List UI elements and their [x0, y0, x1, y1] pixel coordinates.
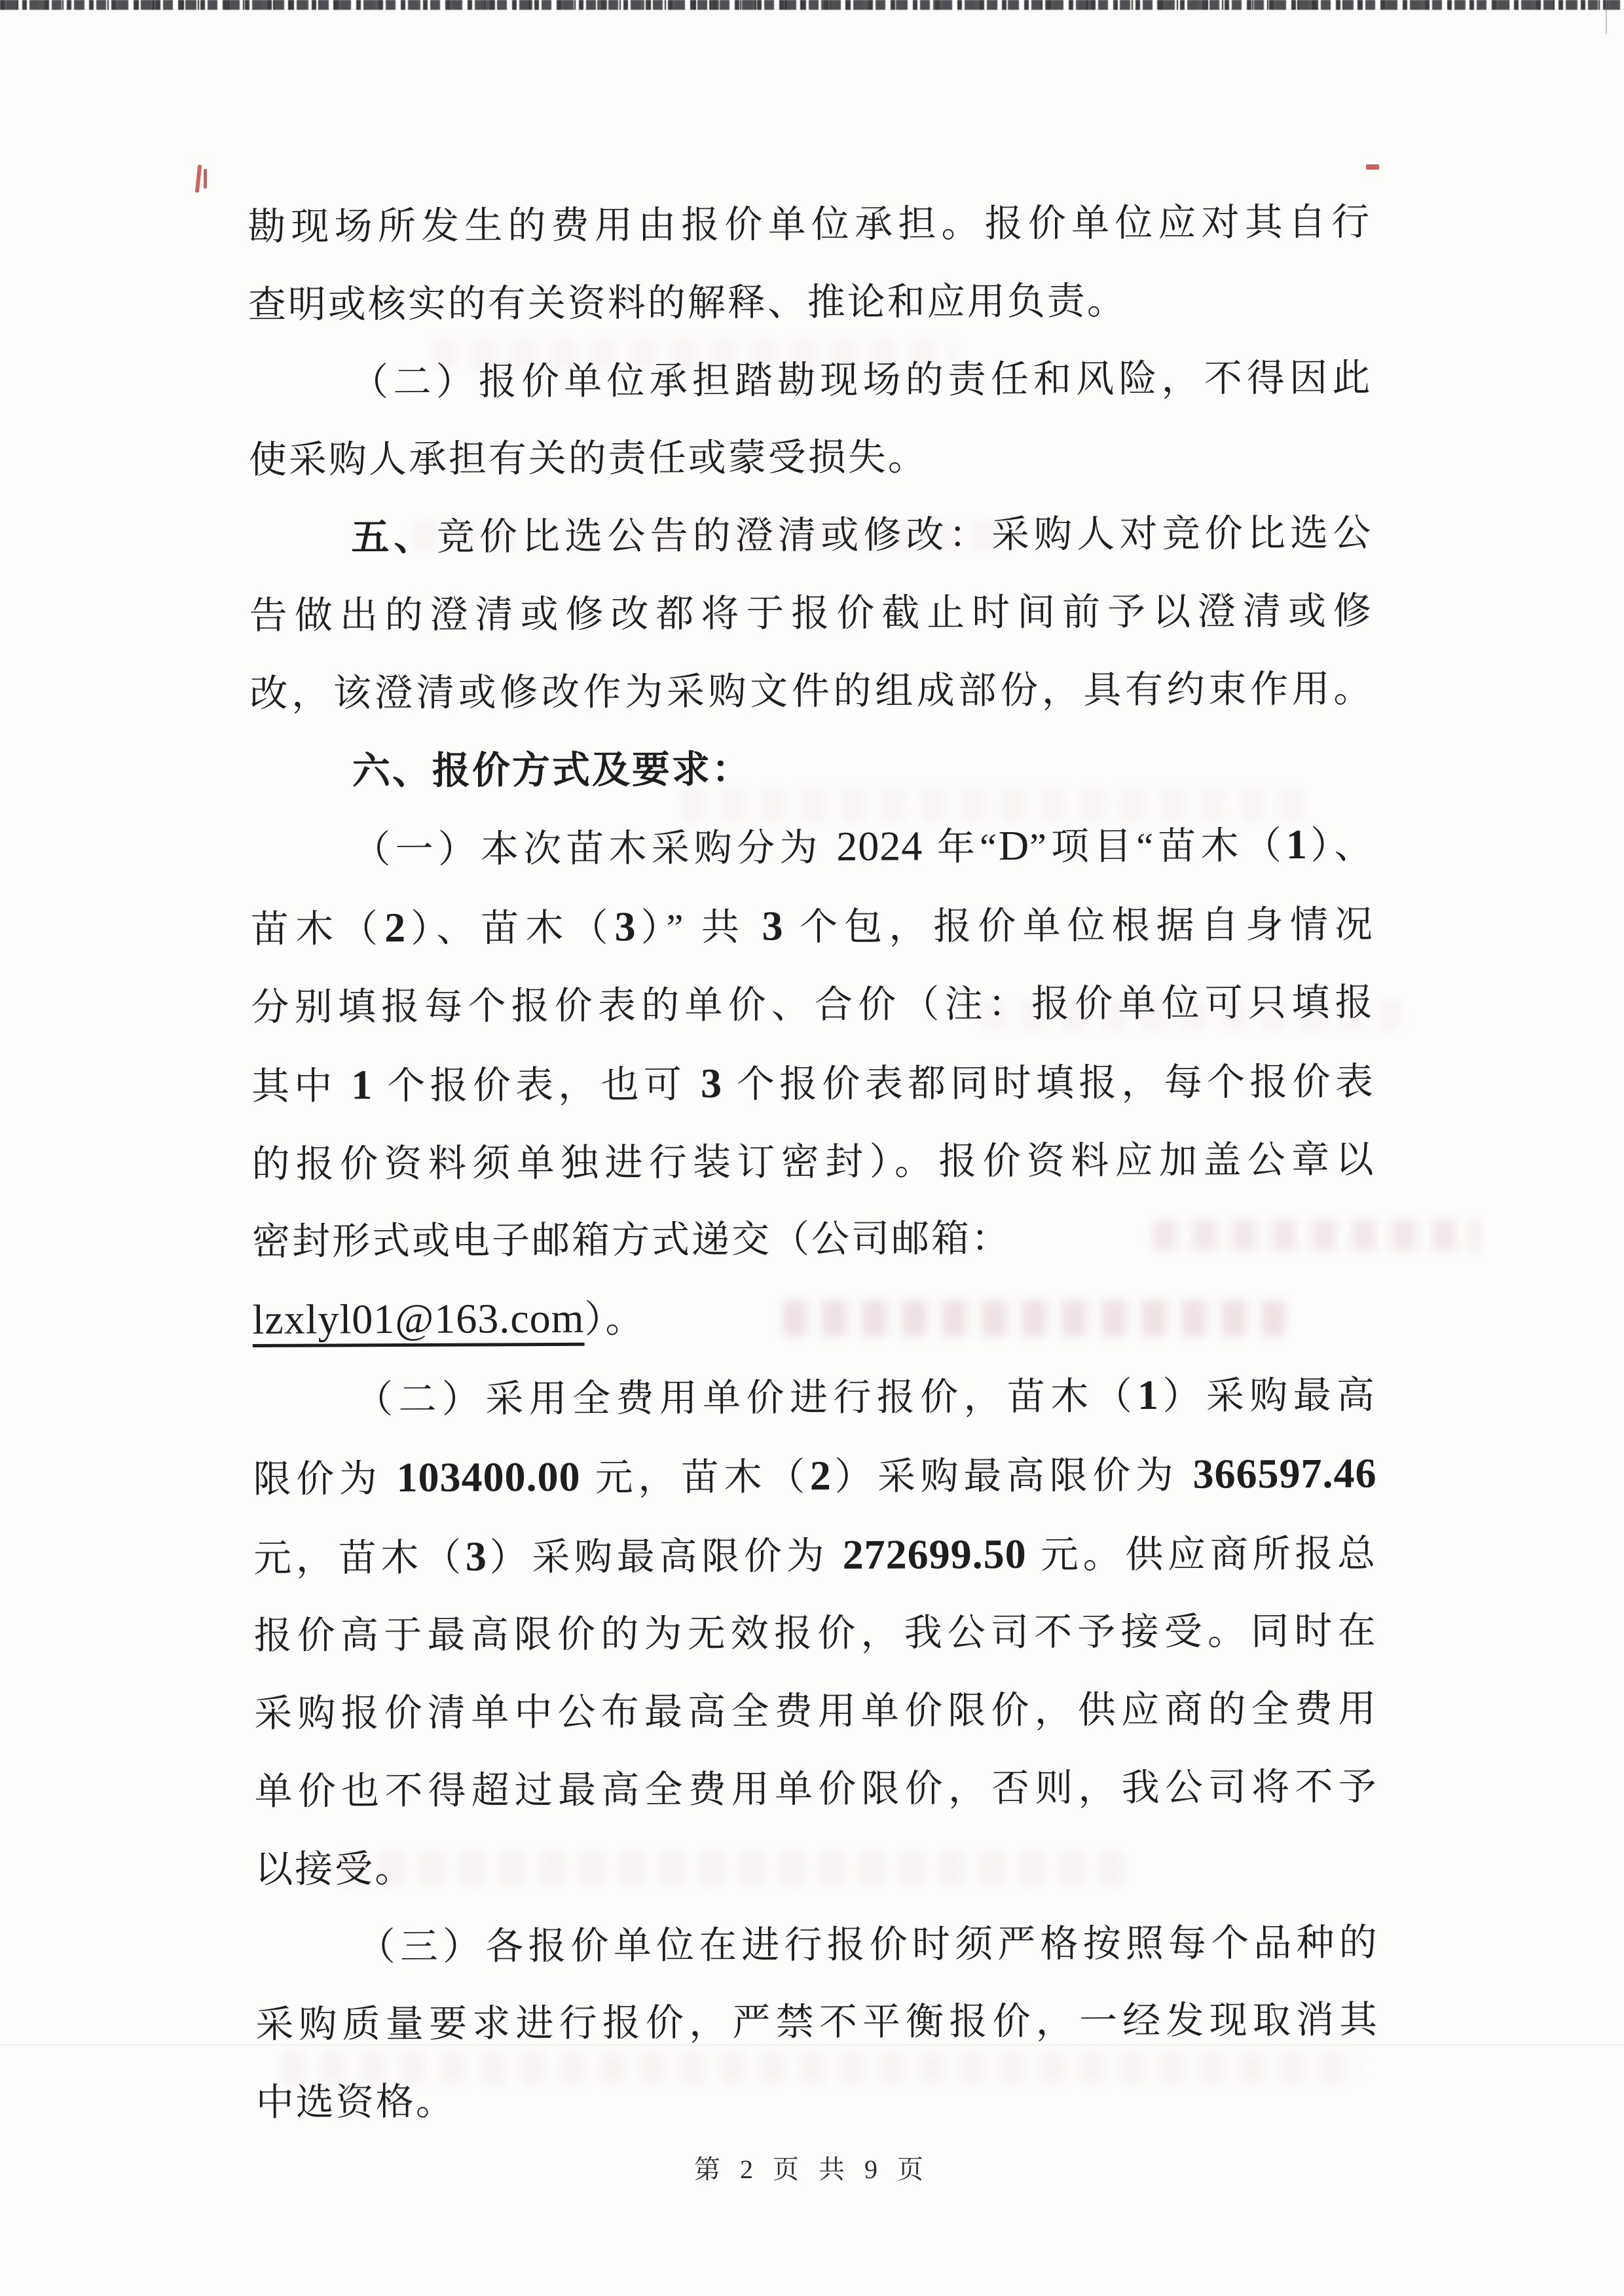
text-run: 报价高于最高限价的为无效报价，我公司不予接受。同时在: [253, 1609, 1378, 1658]
text-line: [253, 1355, 1377, 1439]
text-run: 采购报价清单中公布最高全费用单价限价，供应商的全费用: [254, 1687, 1378, 1736]
text-run: ）采购最高限价为: [487, 1534, 843, 1578]
text-run: 元，苗木（: [253, 1536, 466, 1580]
text-run: 3: [762, 902, 784, 949]
text-run: 查明或核实的有关资料的解释、推论和应用负责。: [248, 279, 1127, 326]
text-run: 年“: [923, 826, 999, 869]
text-run: （一）本次苗木采购分为: [352, 826, 837, 871]
text-run: 勘现场所发生的费用由报价单位承担。报价单位应对其自行: [248, 200, 1372, 248]
text-run: 3: [614, 903, 637, 950]
text-line: [253, 1434, 1377, 1518]
text-run: 1: [1285, 821, 1308, 868]
text-run: ）采购最高限价为: [831, 1453, 1193, 1498]
text-run: ”项目“苗木（: [1029, 824, 1287, 869]
text-run: 的报价资料须单独进行装订密封）。报价资料应加盖公章以: [251, 1138, 1376, 1186]
text-run: （二）报价单位承担踏勘现场的责任和风险，不得因此: [350, 356, 1373, 403]
text-line: [256, 2060, 1380, 2142]
text-run: 个报价表，也可: [373, 1063, 701, 1107]
text-run: ）、苗木（: [405, 906, 615, 951]
text-line: [253, 1593, 1378, 1675]
text-line: [253, 1514, 1378, 1597]
text-run: 分别填报每个报价表的单价、合价（注：报价单位可只填报: [251, 981, 1375, 1029]
text-line: [251, 1121, 1376, 1203]
text-line: [252, 1277, 1376, 1360]
text-run: 1: [1137, 1371, 1160, 1419]
text-run: 366597.46: [1192, 1449, 1377, 1497]
text-run: 103400.00: [396, 1453, 581, 1501]
text-run: 个报价表都同时填报，每个报价表: [722, 1060, 1376, 1106]
text-run: 限价为: [253, 1457, 397, 1501]
text-run: 改，该澄清或修改作为采购文件的组成部份，具有约束作用。: [249, 667, 1374, 715]
text-run: ）、: [1307, 824, 1375, 867]
text-line: [250, 728, 1375, 811]
text-line: [249, 495, 1373, 577]
text-line: [248, 261, 1373, 344]
text-line: [255, 1826, 1379, 1908]
text-line: [248, 339, 1373, 422]
red-scan-mark: [1366, 164, 1379, 170]
text-run: 2: [809, 1451, 832, 1499]
red-scan-mark: [195, 165, 202, 192]
text-line: [249, 572, 1374, 655]
text-run: 元，苗木（: [580, 1455, 810, 1499]
text-line: [248, 184, 1372, 266]
text-line: [251, 885, 1375, 969]
text-run: 五、: [351, 515, 437, 559]
page-number-text: 第 2 页 共 9 页: [694, 2155, 930, 2184]
red-scan-mark: [204, 169, 207, 189]
text-run: 密封形式或电子邮箱方式递交（公司邮箱：: [251, 1217, 1012, 1264]
text-run: 3: [700, 1059, 723, 1106]
text-run: 元。供应商所报总: [1026, 1532, 1378, 1576]
text-run: 1: [351, 1061, 373, 1108]
text-run: 六、报价方式及要求：: [352, 748, 752, 792]
scan-noise-top: [0, 0, 1624, 10]
document-body: [248, 184, 1380, 2142]
text-line: [251, 964, 1375, 1046]
text-run: 采购质量要求进行报价，严禁不平衡报价，一经发现取消其: [255, 1998, 1380, 2047]
text-line: [254, 1671, 1378, 1753]
text-run: 其中: [251, 1065, 352, 1108]
text-run: 中选资格。: [255, 2080, 456, 2124]
text-run: 2: [384, 904, 407, 951]
text-run: 个包，报价单位根据自身情况: [783, 903, 1375, 949]
text-run: 告做出的澄清或修改都将于报价截止时间前予以澄清或修: [249, 589, 1373, 637]
text-run: （二）采用全费用单价进行报价，苗木（: [354, 1375, 1138, 1421]
text-line: [251, 1042, 1376, 1125]
text-run: D: [998, 822, 1030, 869]
text-run: ）” 共: [636, 905, 762, 949]
text-run: 2024: [836, 822, 923, 870]
text-line: [252, 1199, 1376, 1281]
page-footer: [0, 2149, 1624, 2186]
text-run: 以接受。: [255, 1847, 415, 1891]
text-line: [254, 1748, 1378, 1831]
text-line: [255, 1982, 1380, 2064]
text-line: [249, 650, 1374, 733]
text-run: 苗木（: [250, 907, 385, 951]
text-run: 竞价比选公告的澄清或修改：采购人对竞价比选公: [436, 511, 1373, 558]
text-run: 单价也不得超过最高全费用单价限价，否则，我公司将不予: [254, 1765, 1378, 1813]
text-run: ）。: [584, 1298, 646, 1341]
text-run: 272699.50: [842, 1530, 1027, 1578]
email-text: lzxlyl01@163.com: [252, 1294, 585, 1343]
scan-edge-artifact: [1606, 0, 1607, 34]
text-run: 3: [465, 1532, 487, 1580]
text-run: 使采购人承担有关的责任或蒙受损失。: [248, 435, 928, 482]
text-line: [255, 1904, 1379, 1986]
text-line: [250, 806, 1375, 890]
text-run: ）采购最高: [1158, 1374, 1377, 1417]
text-run: （三）各报价单位在进行报价时须严格按照每个品种的: [357, 1921, 1379, 1968]
text-line: [249, 417, 1373, 500]
